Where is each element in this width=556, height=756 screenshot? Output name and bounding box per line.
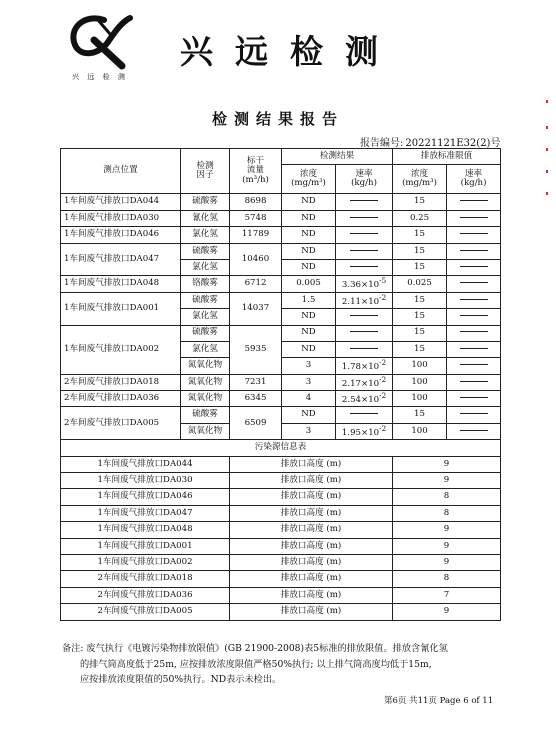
conc-cell: ND [282,325,336,341]
table-row [61,325,501,341]
header-conc: 浓度 (mg/m³) [282,165,336,194]
flow-cell: 11789 [230,227,282,243]
margin-marks [540,96,554,216]
table-row [61,210,501,226]
factor-cell: 氮氧化物 [181,358,230,374]
conc-cell: ND [282,194,336,210]
location-cell: 2车间废气排放口DA005 [61,407,181,440]
source-row [61,554,501,570]
factor-cell: 氮氧化物 [181,374,230,390]
source-height-value: 9 [393,538,501,554]
limit-rate-cell [447,341,501,357]
limit-cell: 0.25 [393,210,447,226]
results-table [60,148,501,621]
factor-cell: 硫酸雾 [181,194,230,210]
conc-cell: ND [282,210,336,226]
rate-cell: $1.78\times 10^{-2}$ [336,358,393,374]
logo-caption: 兴 远 检 测 [72,73,128,81]
conc-cell: ND [282,309,336,325]
table-row [61,374,501,390]
source-location-cell: 1车间废气排放口DA047 [61,505,230,521]
table-row [61,292,501,308]
limit-rate-cell [447,194,501,210]
source-height-label: 排放口高度 (m) [230,571,393,587]
source-height-value: 7 [393,587,501,603]
source-height-value: 8 [393,505,501,521]
limit-rate-cell [447,423,501,439]
logo-mark-icon [64,12,136,72]
location-cell: 1车间废气排放口DA002 [61,325,181,374]
limit-cell: 100 [393,374,447,390]
document-title: 检测结果报告 [211,110,344,128]
header-std-rate: 速率 (kg/h) [447,165,501,194]
source-height-value: 9 [393,456,501,472]
limit-cell: 15 [393,325,447,341]
factor-cell: 氮氧化物 [181,423,230,439]
source-location-cell: 1车间废气排放口DA030 [61,473,230,489]
location-cell: 2车间废气排放口DA036 [61,391,181,407]
factor-cell: 氯化氢 [181,341,230,357]
flow-cell: 6509 [230,407,282,440]
conc-cell: 1.5 [282,292,336,308]
conc-cell: ND [282,259,336,275]
location-cell: 1车间废气排放口DA046 [61,227,181,243]
limit-cell: 15 [393,341,447,357]
location-cell: 1车间废气排放口DA044 [61,194,181,210]
source-row [61,489,501,505]
rate-cell [336,341,393,357]
limit-rate-cell [447,210,501,226]
report-number-value: 20221121E32(2)号 [405,138,501,149]
limit-cell: 100 [393,358,447,374]
limit-cell: 15 [393,227,447,243]
source-height-label: 排放口高度 (m) [230,473,393,489]
company-logo [64,12,136,86]
source-height-value: 9 [393,473,501,489]
limit-cell: 15 [393,194,447,210]
source-height-label: 排放口高度 (m) [230,538,393,554]
source-row [61,456,501,472]
rate-cell [336,325,393,341]
source-location-cell: 1车间废气排放口DA044 [61,456,230,472]
page-footer: 第6页 共11页 Page 6 of 11 [384,696,494,706]
factor-cell: 氮氧化物 [181,391,230,407]
conc-cell: ND [282,227,336,243]
remarks-line-3: 应按排放浓度限值的50%执行。ND表示未检出。 [80,674,282,685]
table-row [61,407,501,423]
source-row [61,473,501,489]
table-row [61,276,501,292]
limit-cell: 15 [393,309,447,325]
header-factor: 检测 因子 [181,149,230,194]
source-height-label: 排放口高度 (m) [230,554,393,570]
limit-rate-cell [447,391,501,407]
limit-rate-cell [447,276,501,292]
limit-cell: 15 [393,259,447,275]
remarks-line-2: 的排气筒高度低于25m, 应按排放浓度限值严格50%执行; 以上排气筒高度均低于15m, [80,658,432,670]
factor-cell: 氯化氢 [181,259,230,275]
table-header-row [61,149,501,165]
source-location-cell: 2车间废气排放口DA036 [61,587,230,603]
source-row [61,538,501,554]
source-location-cell: 2车间废气排放口DA018 [61,571,230,587]
flow-cell: 5935 [230,325,282,374]
rate-cell: $2.17\times 10^{-2}$ [336,374,393,390]
limit-cell: 15 [393,292,447,308]
conc-cell: ND [282,407,336,423]
limit-rate-cell [447,309,501,325]
source-height-label: 排放口高度 (m) [230,489,393,505]
header-limits: 排放标准限值 [393,149,501,165]
source-row [61,587,501,603]
header-location: 测点位置 [61,149,181,194]
factor-cell: 铬酸雾 [181,276,230,292]
source-height-value: 8 [393,571,501,587]
factor-cell: 硫酸雾 [181,243,230,259]
source-location-cell: 1车间废气排放口DA046 [61,489,230,505]
rate-cell: $1.95\times 10^{-2}$ [336,423,393,439]
conc-cell: 4 [282,391,336,407]
table-row [61,391,501,407]
table-row [61,194,501,210]
rate-cell [336,259,393,275]
rate-cell: $3.36\times 10^{-5}$ [336,276,393,292]
factor-cell: 硫酸雾 [181,325,230,341]
flow-cell: 6712 [230,276,282,292]
remarks [62,641,502,688]
conc-cell: 3 [282,374,336,390]
company-name: 兴远检测 [180,32,400,71]
source-row [61,604,501,620]
rate-cell [336,407,393,423]
conc-cell: 3 [282,423,336,439]
limit-rate-cell [447,358,501,374]
source-location-cell: 1车间废气排放口DA002 [61,554,230,570]
source-height-label: 排放口高度 (m) [230,456,393,472]
limit-cell: 100 [393,391,447,407]
location-cell: 1车间废气排放口DA047 [61,243,181,276]
limit-cell: 15 [393,243,447,259]
rate-cell: $2.54\times 10^{-2}$ [336,391,393,407]
remarks-line-1: 备注: 废气执行《电镀污染物排放限值》(GB 21900-2008)表5标准的排放限值。排放含氰化氢 [62,643,448,654]
flow-cell: 14037 [230,292,282,325]
factor-cell: 硫酸雾 [181,407,230,423]
header-std-conc: 浓度 (mg/m³) [393,165,447,194]
rate-cell [336,227,393,243]
rate-cell [336,194,393,210]
source-row [61,505,501,521]
limit-cell: 15 [393,407,447,423]
source-row [61,571,501,587]
factor-cell: 硫酸雾 [181,292,230,308]
rate-cell [336,210,393,226]
rate-cell [336,243,393,259]
header-flow: 标干 流量 (m³/h) [230,149,282,194]
source-height-label: 排放口高度 (m) [230,604,393,620]
flow-cell: 7231 [230,374,282,390]
limit-rate-cell [447,227,501,243]
limit-rate-cell [447,243,501,259]
limit-cell: 0.025 [393,276,447,292]
header-rate: 速率 (kg/h) [336,165,393,194]
limit-rate-cell [447,407,501,423]
conc-cell: 0.005 [282,276,336,292]
flow-cell: 10460 [230,243,282,276]
factor-cell: 氰化氢 [181,210,230,226]
source-row [61,522,501,538]
source-height-value: 8 [393,489,501,505]
source-height-label: 排放口高度 (m) [230,587,393,603]
rate-cell [336,309,393,325]
flow-cell: 5748 [230,210,282,226]
location-cell: 2车间废气排放口DA018 [61,374,181,390]
limit-cell: 100 [393,423,447,439]
table-row [61,243,501,259]
source-info-title: 污染源信息表 [61,440,501,456]
limit-rate-cell [447,259,501,275]
source-height-label: 排放口高度 (m) [230,522,393,538]
source-height-value: 9 [393,554,501,570]
conc-cell: 3 [282,358,336,374]
limit-rate-cell [447,374,501,390]
source-height-value: 9 [393,604,501,620]
flow-cell: 8698 [230,194,282,210]
location-cell: 1车间废气排放口DA030 [61,210,181,226]
source-height-label: 排放口高度 (m) [230,505,393,521]
limit-rate-cell [447,325,501,341]
location-cell: 1车间废气排放口DA001 [61,292,181,325]
source-location-cell: 2车间废气排放口DA005 [61,604,230,620]
report-number [360,134,502,149]
factor-cell: 氯化氢 [181,227,230,243]
source-info-title-row [61,440,501,456]
flow-cell: 6345 [230,391,282,407]
factor-cell: 氯化氢 [181,309,230,325]
header-results: 检测结果 [282,149,393,165]
report-number-label: 报告编号: [360,138,404,149]
source-location-cell: 1车间废气排放口DA001 [61,538,230,554]
rate-cell: $2.11\times 10^{-2}$ [336,292,393,308]
source-location-cell: 1车间废气排放口DA048 [61,522,230,538]
location-cell: 1车间废气排放口DA048 [61,276,181,292]
table-row [61,227,501,243]
limit-rate-cell [447,292,501,308]
conc-cell: ND [282,341,336,357]
source-height-value: 9 [393,522,501,538]
conc-cell: ND [282,243,336,259]
